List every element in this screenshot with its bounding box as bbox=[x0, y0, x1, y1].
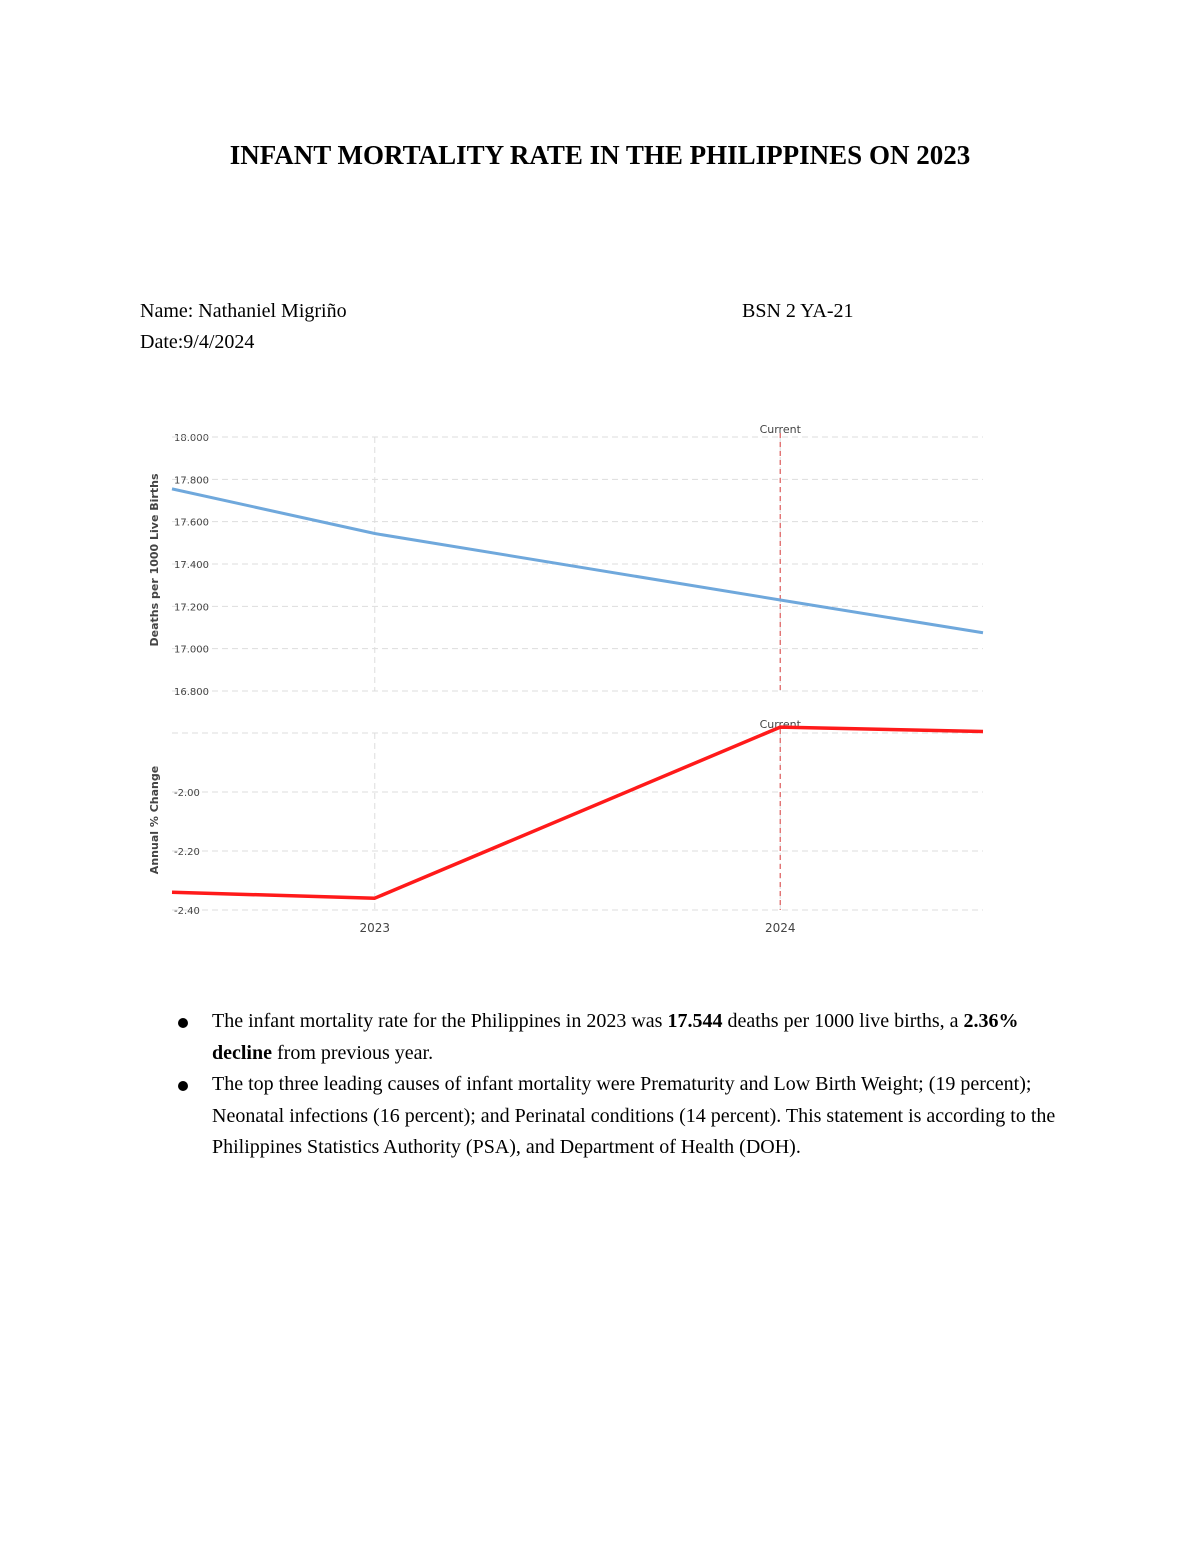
document-date: Date:9/4/2024 bbox=[140, 331, 255, 353]
bullet-text-mid: deaths per 1000 live births, a bbox=[722, 1010, 964, 1032]
y-tick-label: 17.200 bbox=[174, 602, 209, 614]
y-tick-label: 18.000 bbox=[174, 433, 209, 444]
y-tick-label: -2.00 bbox=[174, 788, 200, 799]
bullet-icon bbox=[178, 1081, 188, 1091]
mortality-rate-value: 17.544 bbox=[667, 1010, 723, 1032]
y-tick-label: 16.800 bbox=[174, 687, 209, 698]
bullet-list bbox=[170, 1006, 1070, 1164]
mortality-chart bbox=[140, 410, 1000, 950]
current-marker-label: Current bbox=[759, 423, 801, 436]
bullet-item bbox=[170, 1006, 1070, 1069]
bullet-item bbox=[170, 1069, 1070, 1164]
y-tick-label: 17.000 bbox=[174, 644, 209, 656]
y-tick-label: 17.800 bbox=[174, 475, 209, 487]
x-tick-label: 2024 bbox=[764, 921, 796, 935]
bullet-text-post: from previous year. bbox=[272, 1041, 434, 1064]
series-line bbox=[172, 727, 983, 898]
bullet-text: The top three leading causes of infant mortality were Prematurity and Low Birth Weight; (19 percent); Neonatal infections (16 percent); and Perinatal conditions (14 percent). This statement is according to the Philippines Statistics Authority (PSA), and Department of Health (DOH). bbox=[212, 1073, 1056, 1158]
y-tick-label: 17.600 bbox=[174, 517, 209, 529]
page-title: INFANT MORTALITY RATE IN THE PHILIPPINES ON 2023 bbox=[229, 140, 971, 170]
y-tick-label: -2.20 bbox=[174, 847, 200, 858]
y-axis-label: Annual % Change bbox=[148, 765, 161, 875]
current-marker-label: Current bbox=[759, 718, 801, 731]
y-axis-label: Deaths per 1000 Live Births bbox=[148, 473, 161, 647]
class-section: BSN 2 YA-21 bbox=[742, 300, 854, 322]
y-tick-label: -2.40 bbox=[174, 906, 200, 917]
bullet-text-pre: The infant mortality rate for the Philippines in 2023 was bbox=[212, 1010, 668, 1032]
y-tick-label: 17.400 bbox=[174, 560, 209, 571]
bullet-icon bbox=[178, 1018, 188, 1028]
series-line bbox=[172, 489, 983, 633]
decline-value: 2.36% decline bbox=[212, 1010, 1019, 1064]
x-tick-label: 2023 bbox=[359, 921, 391, 935]
student-name: Name: Nathaniel Migriño bbox=[140, 300, 347, 322]
